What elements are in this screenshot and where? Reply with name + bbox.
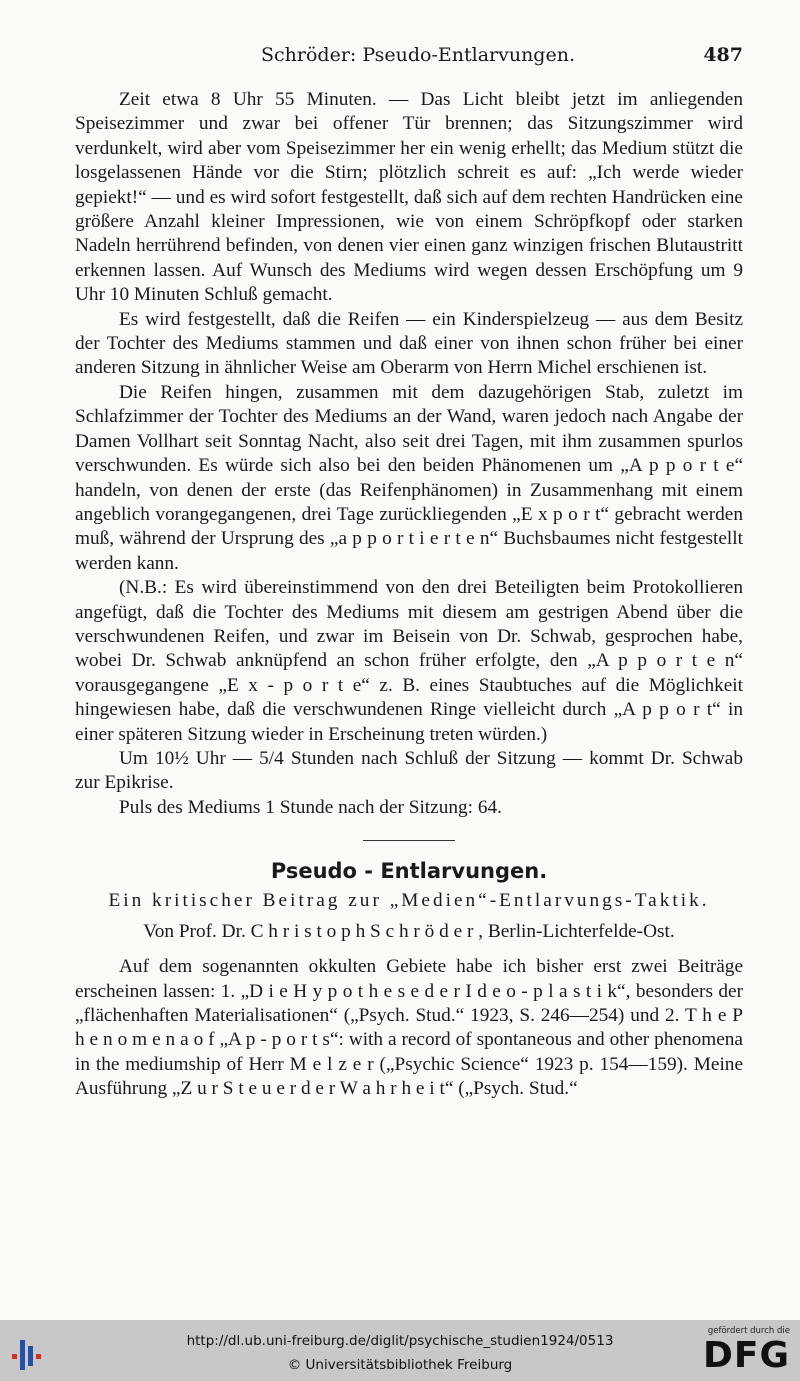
funding-note: gefördert durch die xyxy=(707,1326,790,1336)
article-byline: Von Prof. Dr. C h r i s t o p h S c h r ö d e r , Berlin-Lichterfelde-Ost. xyxy=(143,921,675,943)
page-url-link[interactable]: http://dl.ub.uni-freiburg.de/diglit/psychische_studien1924/0513 xyxy=(186,1333,614,1349)
dfg-logo: DFG xyxy=(702,1335,790,1376)
paragraph: Um 10½ Uhr — 5/4 Stunden nach Schluß der Sitzung — kommt Dr. Schwab zur Epikrise. xyxy=(75,747,743,794)
paragraph: Die Reifen hingen, zusammen mit dem dazugehörigen Stab, zuletzt im Schlafzimmer der Tochter des Mediums an der Wand, waren jedoch nach Angabe der Damen Vollhart seit Sonntag Nacht, also seit drei Tagen, mit ihm zusammen spurlos verschwunden. Es würde sich also bei den beiden Phänomenen um „A p p o r t e“ handeln, von denen der erste (das Reifenphänomen) in Zusammenhang mit einem angeblich vorangegangenen, drei Tage zurückliegenden „E x p o r t“ gebracht werden muß, während der Ursprung des „a p p o r t i e r t e n“ Buchsbaumes nicht festgestellt werden kann. xyxy=(75,381,743,574)
section-divider xyxy=(363,840,455,841)
article-paragraph: Auf dem sogenannten okkulten Gebiete habe ich bisher erst zwei Beiträge erscheinen lassen: 1. „D i e H y p o t h e s e d e r I d e o - p l a s t i k“, besonders der „flächenhaften Materialisationen“ („Psych. Stud.“ 1923, S. 246—254) und 2. T h e P h e n o m e n a o f „A p - p o r t s“: with a record of spontaneous and other phenomena in the mediumship of Herr M e l z e r („Psychic Science“ 1923 p. 154—159). Meine Ausführung „Z u r S t e u e r d e r W a h r h e i t“ („Psych. Stud.“ xyxy=(75,956,743,1100)
article-subtitle: Ein kritischer Beitrag zur „Medien“-Entlarvungs-Taktik. xyxy=(108,890,710,912)
copyright-note: © Universitätsbibliothek Freiburg xyxy=(287,1357,513,1373)
page-text xyxy=(75,88,743,1102)
paragraph: Zeit etwa 8 Uhr 55 Minuten. — Das Licht bleibt jetzt im anliegenden Speisezimmer und zwar bei offener Tür brennen; das Sitzungszimmer wird verdunkelt, wird aber vom Speisezimmer her ein wenig erhellt; das Medium stützt die losgelassenen Hände vor die Stirn; plötzlich schreit es auf: „Ich werde wieder gepiekt!“ — und es wird sofort festgestellt, daß sich auf dem rechten Handrücken eine größere Anzahl kleiner Impressionen, wie von einem Schröpfkopf oder starken Nadeln herrührend befinden, von denen vier einen ganz winzigen frischen Blutaustritt erkennen lassen. Auf Wunsch des Mediums wird wegen dessen Erschöpfung um 9 Uhr 10 Minuten Schluß gemacht. xyxy=(75,89,743,306)
running-header xyxy=(75,44,743,74)
running-title: Schröder: Pseudo-Entlarvungen. xyxy=(261,44,575,66)
paragraph: Es wird festgestellt, daß die Reifen — ein Kinderspielzeug — aus dem Besitz der Tochter des Mediums stammen und daß einer von ihnen schon früher bei einer anderen Sitzung in ähnlicher Weise am Oberarm von Herrn Michel erschienen ist. xyxy=(75,308,743,379)
article-title: Pseudo - Entlarvungen. xyxy=(270,859,548,884)
page-number: 487 xyxy=(703,44,743,66)
paragraph: Puls des Mediums 1 Stunde nach der Sitzung: 64. xyxy=(119,796,502,818)
paragraph: (N.B.: Es wird übereinstimmend von den drei Beteiligten beim Protokollieren angefügt, daß die Tochter des Mediums mit diesem am gestrigen Abend über die verschwundenen Reifen, und zwar im Beisein von Dr. Schwab, gesprochen habe, wobei Dr. Schwab anknüpfend an schon früher erfolgte, den „A p p o r t e n“ vorausgegangene „E x - p o r t e“ z. B. eines Staubtuches auf die Möglichkeit hingewiesen habe, daß die verschwundenen Ringe vielleicht durch „A p p o r t“ in einer späteren Sitzung wieder in Erscheinung treten würden.) xyxy=(75,577,743,745)
viewer-footer xyxy=(0,1320,800,1381)
